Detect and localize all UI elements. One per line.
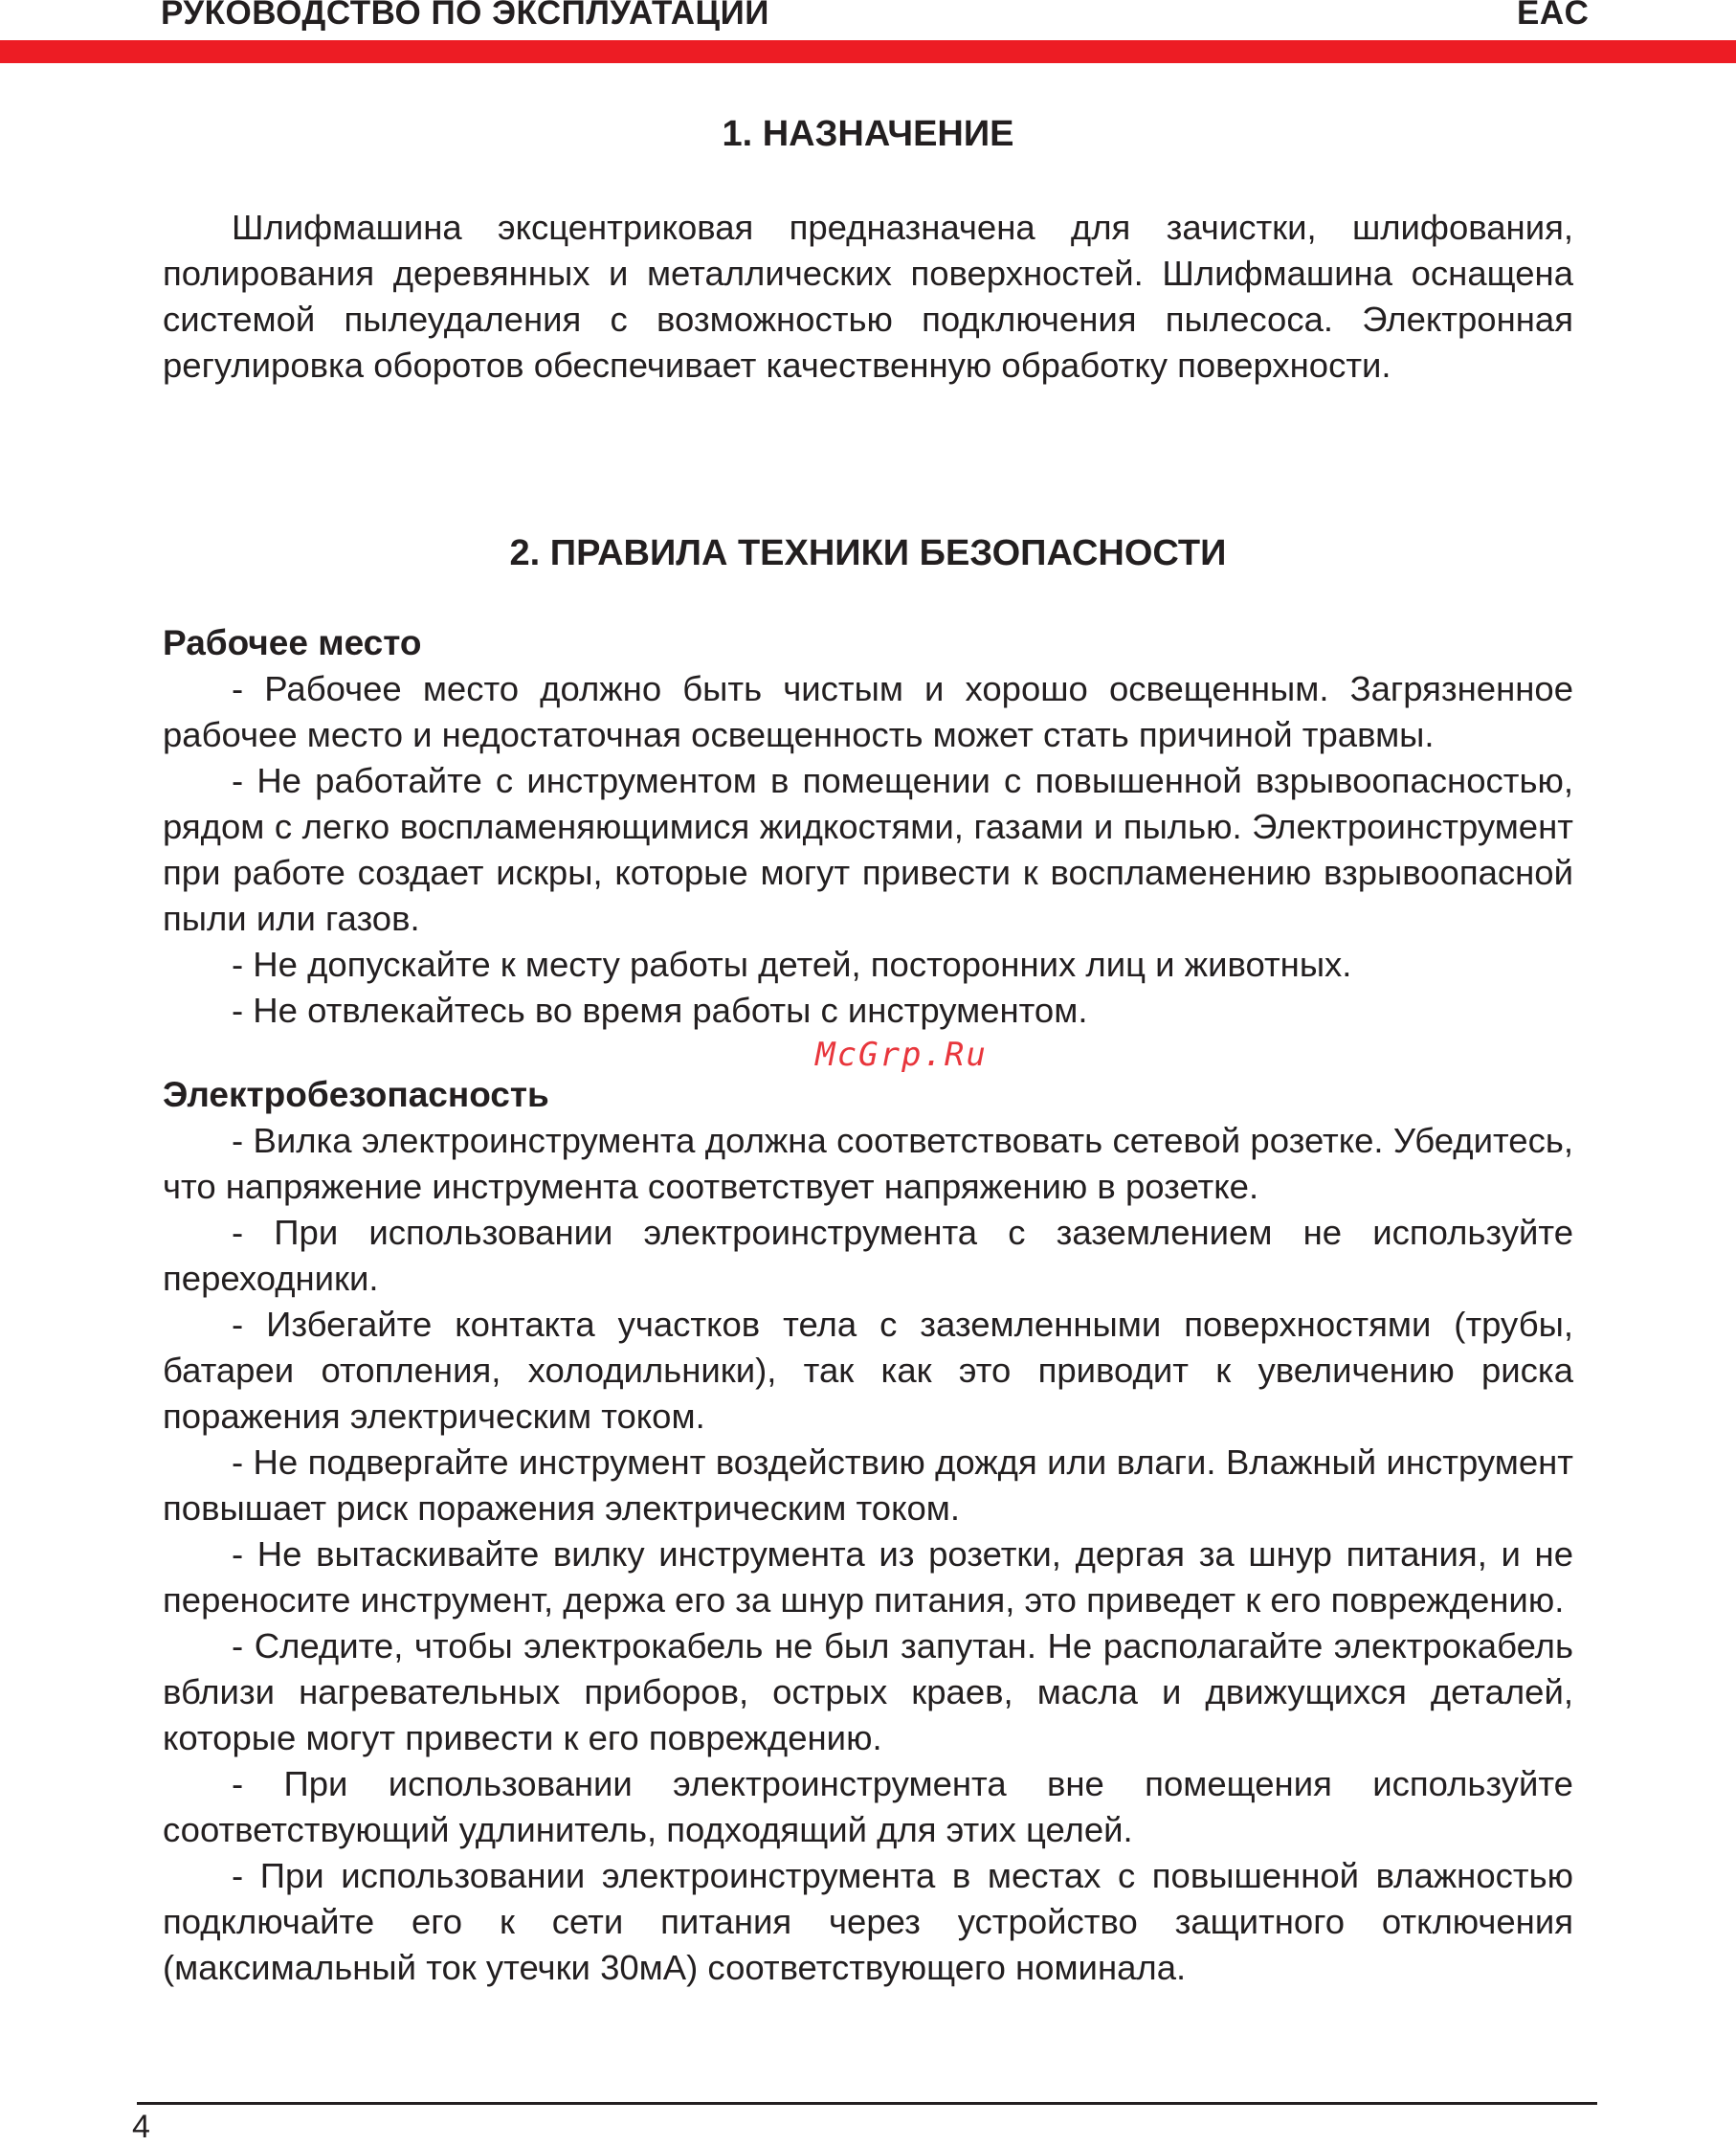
workplace-item: - Не работайте с инструментом в помещении с повышенной взрывоопасностью, рядом с легко воспламеняющимися жидкостями, газами и пылью. Электроинструмент при работе создает искры, которые могут привести к воспламенению взрывоопасной пыли или газов. xyxy=(163,761,1573,938)
page-number: 4 xyxy=(132,2109,150,2145)
header-red-band xyxy=(0,40,1736,63)
electrical-item: - При использовании электроинструмента с заземлением не используйте переходники. xyxy=(163,1213,1573,1298)
section-2-title: 2. ПРАВИЛА ТЕХНИКИ БЕЗОПАСНОСТИ xyxy=(509,533,1227,573)
electrical-item: - Не подвергайте инструмент воздействию дождя или влаги. Влажный инструмент повышает риск поражения электрическим током. xyxy=(163,1442,1573,1528)
eac-mark: EAC xyxy=(1517,0,1590,32)
electrical-item: - Избегайте контакта участков тела с заземленными поверхностями (трубы, батареи отопления, холодильники), так как это приводит к увеличению риска поражения электрическим током. xyxy=(163,1305,1573,1436)
page-content xyxy=(163,105,1573,1991)
electrical-item: - Вилка электроинструмента должна соответствовать сетевой розетке. Убедитесь, что напряжение инструмента соответствует напряжению в розетке. xyxy=(163,1121,1573,1206)
electrical-item: - При использовании электроинструмента в местах с повышенной влажностью подключайте его к сети питания через устройство защитного отключения (максимальный ток утечки 30мА) соответствующего номинала. xyxy=(163,1856,1573,1987)
workplace-heading: Рабочее место xyxy=(163,623,422,662)
workplace-item: - Рабочее место должно быть чистым и хорошо освещенным. Загрязненное рабочее место и недостаточная освещенность может стать причиной травмы. xyxy=(163,669,1573,754)
workplace-item: - Не отвлекайтесь во время работы с инструментом. xyxy=(232,991,1088,1030)
electrical-item: - Следите, чтобы электрокабель не был запутан. Не располагайте электрокабель вблизи нагревательных приборов, острых краев, масла и движущихся деталей, которые могут привести к его повреждению. xyxy=(163,1626,1573,1757)
section-1-paragraph: Шлифмашина эксцентриковая предназначена для зачистки, шлифования, полирования деревянных и металлических поверхностей. Шлифмашина оснащена системой пылеудаления с возможностью подключения пылесоса. Электронная регулировка оборотов обеспечивает качественную обработку поверхности. xyxy=(163,208,1573,385)
electrical-item: - Не вытаскивайте вилку инструмента из розетки, дергая за шнур питания, и не переносите инструмент, держа его за шнур питания, это приведет к его повреждению. xyxy=(163,1534,1573,1620)
workplace-item: - Не допускайте к месту работы детей, посторонних лиц и животных. xyxy=(232,945,1352,984)
document-header-title: РУКОВОДСТВО ПО ЭКСПЛУАТАЦИИ xyxy=(161,0,769,32)
section-1-title: 1. НАЗНАЧЕНИЕ xyxy=(722,114,1014,154)
watermark: McGrp.Ru xyxy=(815,1036,988,1074)
footer-rule xyxy=(137,2102,1597,2105)
electrical-item: - При использовании электроинструмента вне помещения используйте соответствующий удлинитель, подходящий для этих целей. xyxy=(163,1764,1573,1849)
electrical-safety-heading: Электробезопасность xyxy=(163,1075,549,1114)
